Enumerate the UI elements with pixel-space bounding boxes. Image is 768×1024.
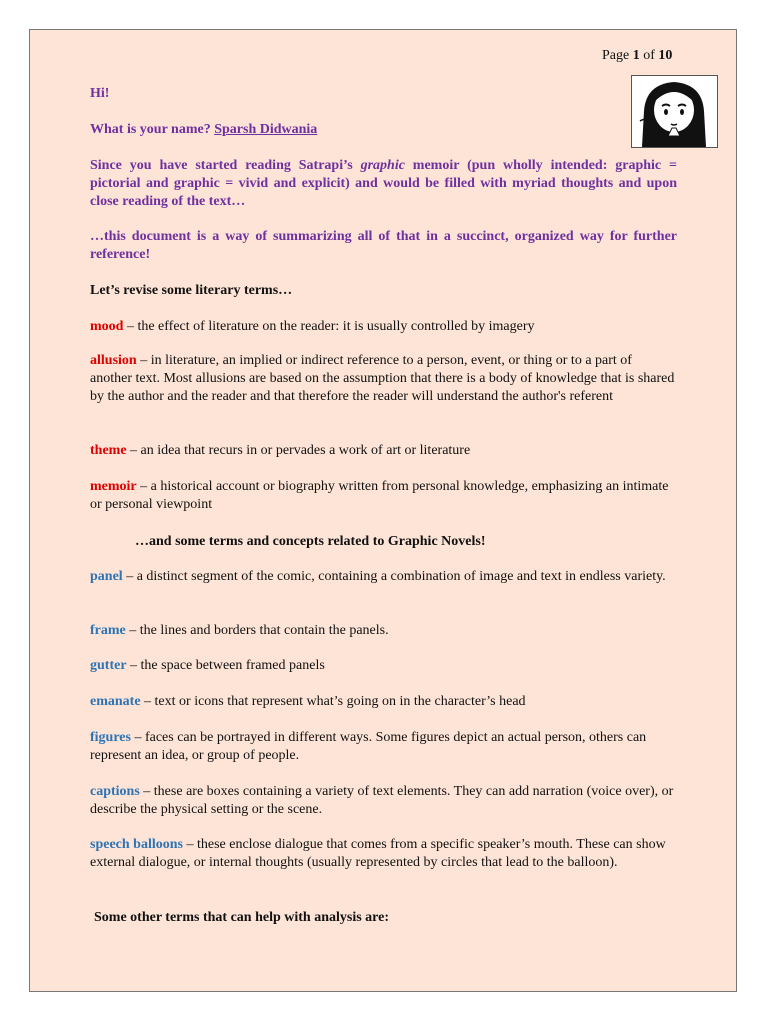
term-emanate: emanate – text or icons that represent what’s going on in the character’s head xyxy=(90,694,526,709)
summary-paragraph: …this document is a way of summarizing all of that in a succinct, organized way for further reference! xyxy=(90,229,677,262)
greeting: Hi! xyxy=(90,86,110,101)
term-mood: mood – the effect of literature on the reader: it is usually controlled by imagery xyxy=(90,319,535,334)
page-number: Page 1 of 10 xyxy=(602,48,673,63)
term-gutter: gutter – the space between framed panels xyxy=(90,658,325,673)
term-theme: theme – an idea that recurs in or pervades a work of art or literature xyxy=(90,443,471,458)
intro-paragraph: Since you have started reading Satrapi’s graphic memoir (pun wholly intended: graphic = pictorial and graphic = vivid and explicit) and would be filled with myriad thoughts and upon close reading of the text… xyxy=(90,158,677,209)
term-frame: frame – the lines and borders that contain the panels. xyxy=(90,623,389,638)
term-speech-balloons: speech balloons – these enclose dialogue that comes from a specific speaker’s mouth. These can show external dialogue, or internal thoughts (usually represented by circles that lead to the balloon). xyxy=(90,837,666,870)
document-page xyxy=(29,29,737,992)
term-captions: captions – these are boxes containing a variety of text elements. They can add narration (voice over), or describe the physical setting or the scene. xyxy=(90,784,674,817)
other-terms-heading: Some other terms that can help with analysis are: xyxy=(94,910,390,925)
term-allusion: allusion – in literature, an implied or indirect reference to a person, event, or thing or to a part of another text. Most allusions are based on the assumption that there is a body of knowledge that is shared by the author and the reader and that therefore the reader will understand the author's referent xyxy=(90,353,675,404)
term-figures: figures – faces can be portrayed in different ways. Some figures depict an actual person, others can represent an idea, or group of people. xyxy=(90,730,647,763)
graphic-terms-heading: …and some terms and concepts related to Graphic Novels! xyxy=(135,534,486,549)
term-memoir: memoir – a historical account or biography written from personal knowledge, emphasizing an intimate or personal viewpoint xyxy=(90,479,669,512)
literary-terms-heading: Let’s revise some literary terms… xyxy=(90,283,293,298)
name-line: What is your name? Sparsh Didwania xyxy=(90,122,318,137)
term-panel: panel – a distinct segment of the comic, containing a combination of image and text in endless variety. xyxy=(90,569,666,584)
name-value: Sparsh Didwania xyxy=(214,122,318,137)
